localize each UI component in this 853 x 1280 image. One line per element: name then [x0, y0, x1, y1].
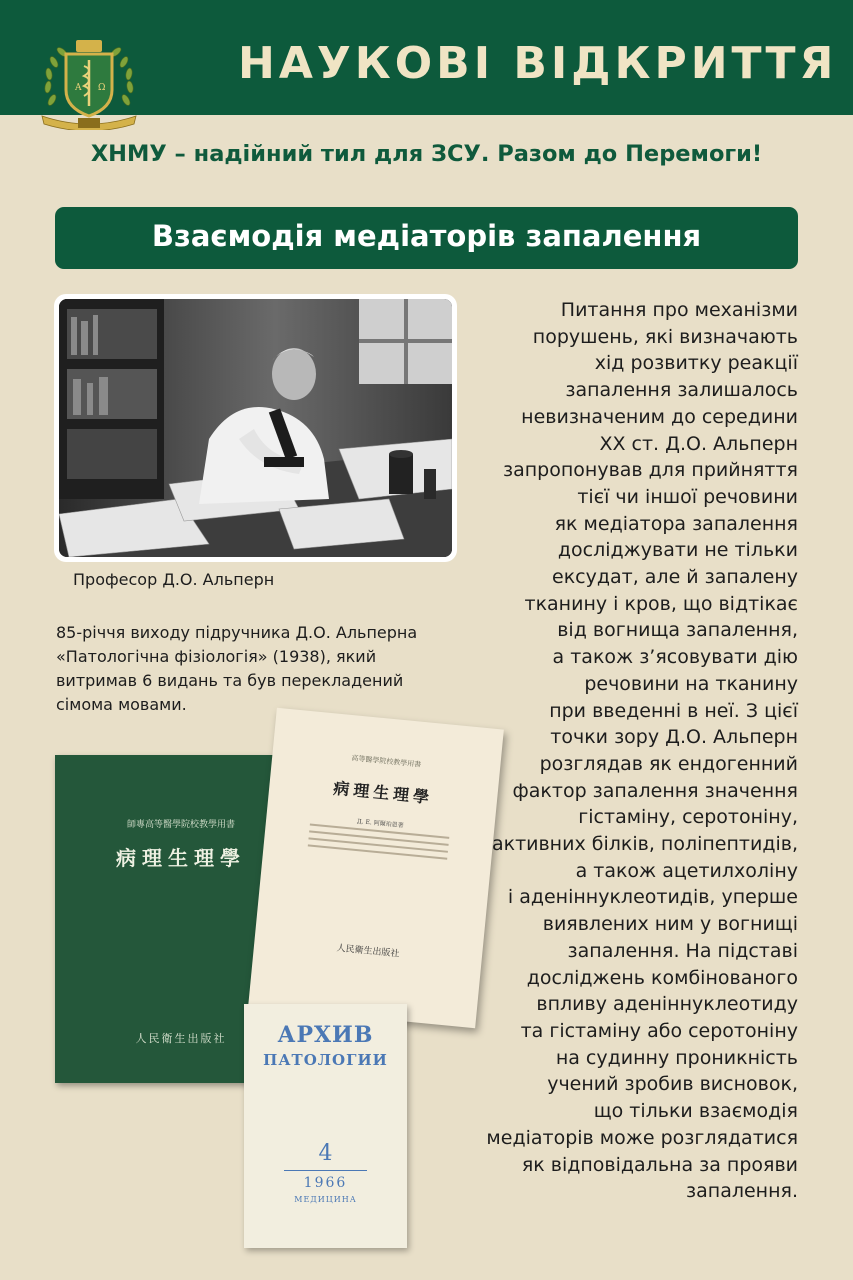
- book-author: Д. Е. 阿爾珀恩著: [356, 817, 404, 830]
- body-line: хід розвитку реакції: [594, 352, 798, 375]
- body-line: порушень, які визначають: [532, 325, 798, 348]
- professor-at-microscope-photo: [59, 299, 452, 557]
- body-line: фактор запалення значення: [512, 779, 798, 802]
- body-line: тієї чи іншої речовини: [577, 485, 798, 508]
- cream-book-title-page: [248, 708, 504, 1028]
- anniversary-line: «Патологічна фізіологія» (1938), який: [56, 647, 377, 666]
- svg-text:Α: Α: [75, 83, 82, 93]
- body-line: гістаміну, серотоніну,: [578, 806, 798, 829]
- book-series: 師專高等醫學院校教學用書: [126, 820, 235, 830]
- body-line: точки зору Д.О. Альперн: [550, 726, 798, 749]
- body-line: та гістаміну або серотоніну: [520, 1019, 798, 1042]
- section-title-bar: [55, 207, 798, 269]
- body-line: запалення.: [686, 1180, 798, 1203]
- anniversary-line: 85-річчя виходу підручника Д.О. Альперна: [56, 623, 418, 642]
- svg-text:Ω: Ω: [98, 83, 106, 93]
- body-line: виявлених ним у вогнищі: [542, 913, 798, 936]
- header-title: НАУКОВІ ВІДКРИТТЯ: [238, 38, 838, 89]
- body-line: Питання про механізми: [560, 299, 798, 321]
- book-publisher: 人民衛生出版社: [336, 943, 400, 960]
- header-band: [0, 0, 853, 115]
- body-line: на судинну проникність: [555, 1046, 798, 1069]
- body-line: від вогнища запалення,: [557, 619, 798, 642]
- body-line: запалення залишалось: [565, 379, 798, 402]
- journal-title-2: ПАТОЛОГИИ: [263, 1051, 388, 1069]
- body-line: і аденіннуклеотидів, уперше: [507, 886, 798, 909]
- journal-issue: 4: [318, 1141, 333, 1166]
- body-line: запалення. На підставі: [567, 939, 798, 962]
- body-line: тканину і кров, що відтікає: [524, 592, 798, 615]
- body-line: медіаторів може розглядатися: [486, 1126, 798, 1149]
- anniversary-paragraph: [56, 621, 456, 717]
- body-paragraph: [453, 297, 798, 1205]
- journal-publisher: МЕДИЦИНА: [294, 1195, 357, 1204]
- body-line: запропонував для прийняття: [503, 459, 798, 482]
- body-line: а також ацетилхоліну: [575, 859, 798, 882]
- book-series: 高等醫學院校教學用書: [351, 754, 422, 769]
- anniversary-line: витримав 6 видань та був перекладений: [56, 671, 404, 690]
- section-title: Взаємодія медіаторів запалення: [151, 219, 702, 253]
- body-line: речовини на тканину: [584, 672, 798, 695]
- body-line: а також з’ясовувати дію: [552, 646, 798, 669]
- journal-year: 1966: [303, 1175, 348, 1191]
- photo-caption: Професор Д.О. Альперн: [73, 570, 275, 589]
- body-line: розглядав як ендогенний: [539, 752, 798, 775]
- body-line: впливу аденіннуклеотиду: [536, 993, 798, 1016]
- body-line: XX ст. Д.О. Альперн: [599, 432, 798, 455]
- journal-title-1: АРХИВ: [277, 1022, 374, 1048]
- body-line: як відповідальна за прояви: [521, 1153, 798, 1176]
- photo-frame: [54, 294, 457, 562]
- body-line: досліджень комбінованого: [526, 966, 798, 989]
- slogan: ХНМУ – надійний тил для ЗСУ. Разом до Перемоги!: [90, 141, 763, 167]
- book-title: 病理生理學: [332, 778, 434, 808]
- body-line: учений зробив висновок,: [547, 1073, 798, 1096]
- book-title: 病理生理學: [116, 846, 246, 870]
- body-line: як медіатора запалення: [554, 512, 798, 535]
- body-line: невизначеним до середини: [521, 405, 798, 428]
- body-line: ексудат, але й запалену: [552, 566, 798, 589]
- book-publisher: 人民衛生出版社: [135, 1032, 227, 1045]
- body-line: при введенні в неї. З цієї: [549, 699, 798, 722]
- body-line: що тільки взаємодія: [593, 1100, 798, 1123]
- body-line: досліджувати не тільки: [557, 539, 798, 562]
- university-crest-icon: [38, 32, 140, 130]
- divider: [284, 1170, 367, 1171]
- journal-cover: [244, 1004, 407, 1248]
- anniversary-line: сімома мовами.: [56, 695, 187, 714]
- body-line: активних білків, поліпептидів,: [491, 833, 798, 856]
